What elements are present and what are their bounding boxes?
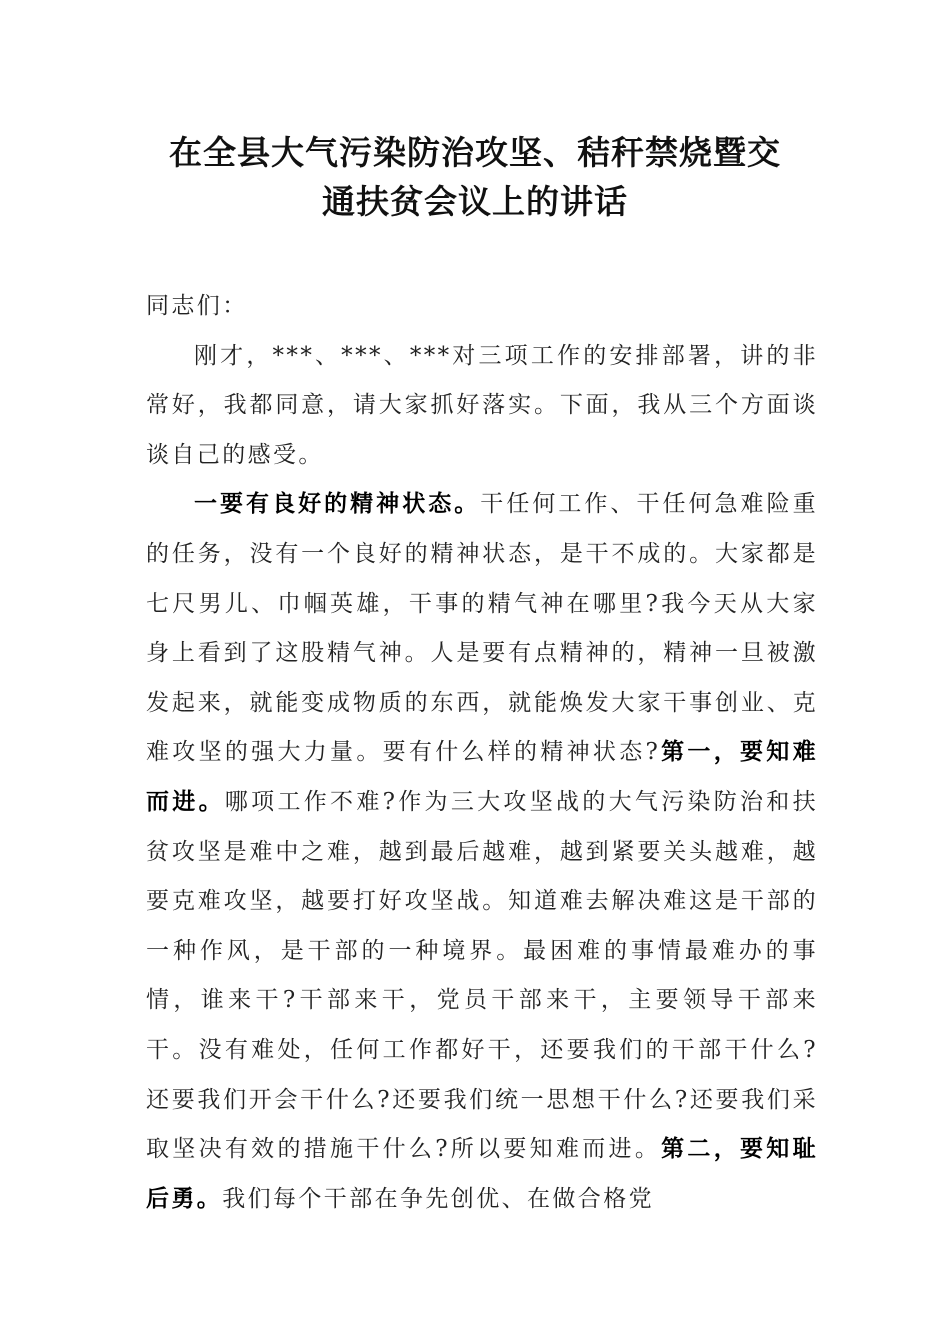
paragraph-1: 刚才，***、***、***对三项工作的安排部署，讲的非常好，我都同意，请大家抓好落实。下面，我从三个方面谈谈自己的感受。 — [146, 342, 818, 468]
paragraph-2 — [146, 480, 818, 1224]
paragraph-2-heading: 一要有良好的精神状态。 — [194, 491, 481, 518]
subpoint-2-heading: 第二，要知耻后勇。 — [146, 1136, 818, 1212]
title-line-1: 在全县大气污染防治攻坚、秸秆禁烧暨交 — [169, 133, 781, 172]
subpoint-1-heading: 第一，要知难而进。 — [146, 739, 818, 815]
paragraph-2-text-3: 我们每个干部在争先创优、在做合格党 — [222, 1185, 655, 1212]
document-body — [146, 282, 818, 1224]
paragraph-2-text-2: 哪项工作不难?作为三大攻坚战的大气污染防治和扶贫攻坚是难中之难，越到最后越难，越到紧要关头越难，越要克难攻坚，越要打好攻坚战。知道难去解决难这是干部的一种作风，是干部的一种境界。最困难的事情最难办的事情，谁来干?干部来干，党员干部来干，主要领导干部来干。没有难处，任何工作都好干，还要我们的干部干什么?还要我们开会干什么?还要我们统一思想干什么?还要我们采取坚决有效的措施干什么?所以要知难而进。 — [146, 788, 818, 1163]
document-title — [140, 128, 810, 226]
salutation: 同志们： — [146, 293, 248, 319]
paragraph-2-text-1: 干任何工作、干任何急难险重的任务，没有一个良好的精神状态，是干不成的。大家都是七尺男儿、巾帼英雄，干事的精气神在哪里?我今天从大家身上看到了这股精气神。人是要有点精神的，精神一旦被激发起来，就能变成物质的东西，就能焕发大家干事创业、克难攻坚的强大力量。要有什么样的精神状态? — [146, 491, 819, 766]
title-line-2: 通扶贫会议上的讲话 — [322, 182, 628, 221]
